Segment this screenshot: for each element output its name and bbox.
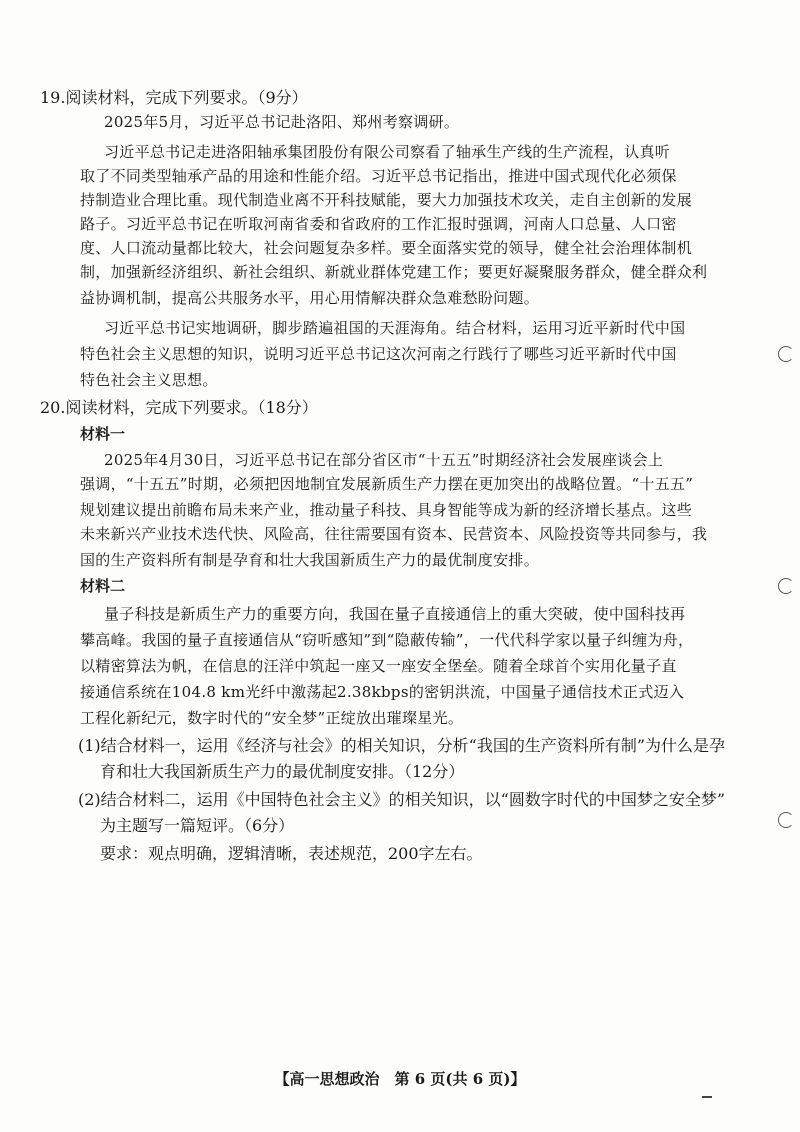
material-1-line: 规划建议提出前瞻布局未来产业，推动量子科技、具身智能等成为新的经济增长基点。这些: [80, 501, 693, 519]
answer-requirement: 要求：观点明确，逻辑清晰，表述规范，200字左右。: [100, 844, 483, 863]
material-2-line: 攀高峰。我国的量子直接通信从“窃听感知”到“隐蔽传输”，一代代科学家以量子纠缠为舟，: [80, 631, 694, 649]
material-1-line: 强调，“十五五”时期，必须把因地制宜发展新质生产力摆在更加突出的战略位置。“十五五”: [80, 475, 694, 493]
q19-prompt-line: 习近平总书记实地调研，脚步踏遍祖国的天涯海角。结合材料，运用习近平新时代中国: [104, 319, 686, 337]
material-2-line: 工程化新纪元，数字时代的“安全梦”正绽放出璀璨星光。: [80, 709, 464, 727]
material-2-line: 接通信系统在104.8 km光纤中激荡起2.38kbps的密钥洪流，中国量子通信技术正式迈入: [80, 683, 685, 701]
sub-question-1-cont: 育和壮大我国新质生产力的最优制度安排。（12分）: [100, 762, 465, 781]
material-1-heading: 材料一: [80, 425, 126, 443]
question-20-title: 20.阅读材料，完成下列要求。（18分）: [40, 398, 318, 417]
q19-paragraph-line: 度、人口流动量都比较大，社会问题复杂多样。要全面落实党的领导，健全社会治理体制机: [80, 239, 693, 257]
sub-question-2-cont: 为主题写一篇短评。（6分）: [100, 816, 295, 835]
material-2-line: 量子科技是新质生产力的重要方向，我国在量子直接通信上的重大突破，使中国科技再: [104, 605, 686, 623]
binding-edge-mark: [778, 346, 794, 362]
binding-edge-mark: [778, 578, 794, 594]
material-1-line: 2025年4月30日，习近平总书记在部分省区市“十五五”时期经济社会发展座谈会上: [104, 451, 664, 469]
q19-prompt-line: 特色社会主义思想的知识，说明习近平总书记这次河南之行践行了哪些习近平新时代中国: [80, 345, 677, 363]
q19-prompt-line: 特色社会主义思想。: [80, 371, 218, 389]
q19-paragraph-line: 2025年5月，习近平总书记赴洛阳、郑州考察调研。: [104, 113, 460, 131]
material-2-line: 以精密算法为帆，在信息的汪洋中筑起一座又一座安全堡垒。随着全球首个实用化量子直: [80, 657, 677, 675]
material-2-heading: 材料二: [80, 577, 126, 595]
material-1-line: 未来新兴产业技术迭代快、风险高，往往需要国有资本、民营资本、风险投资等共同参与，我: [80, 525, 708, 543]
q19-paragraph-line: 制，加强新经济组织、新社会组织、新就业群体党建工作；要更好凝聚服务群众，健全群众利: [80, 263, 708, 281]
page-footer: 【高一思想政治 第 6 页(共 6 页)】: [274, 1070, 526, 1088]
q19-paragraph-line: 习近平总书记走进洛阳轴承集团股份有限公司察看了轴承生产线的生产流程，认真听: [104, 143, 671, 161]
sub-question-1: (1)结合材料一，运用《经济与社会》的相关知识，分析“我国的生产资料所有制”为什么是孕: [78, 736, 726, 755]
corner-mark: [702, 1096, 712, 1098]
q19-paragraph-line: 持制造业合理比重。现代制造业离不开科技赋能，要大力加强技术攻关，走自主创新的发展: [80, 191, 693, 209]
binding-edge-mark: [778, 812, 794, 828]
q19-paragraph-line: 益协调机制，提高公共服务水平，用心用情解决群众急难愁盼问题。: [80, 289, 540, 307]
question-19-title: 19.阅读材料，完成下列要求。（9分）: [40, 88, 308, 107]
q19-paragraph-line: 路子。习近平总书记在听取河南省委和省政府的工作汇报时强调，河南人口总量、人口密: [80, 215, 677, 233]
material-1-line: 国的生产资料所有制是孕育和壮大我国新质生产力的最优制度安排。: [80, 551, 540, 569]
q19-paragraph-line: 取了不同类型轴承产品的用途和性能介绍。习近平总书记指出，推进中国式现代化必须保: [80, 167, 677, 185]
sub-question-2: (2)结合材料二，运用《中国特色社会主义》的相关知识，以“圆数字时代的中国梦之安全梦”: [78, 790, 726, 809]
